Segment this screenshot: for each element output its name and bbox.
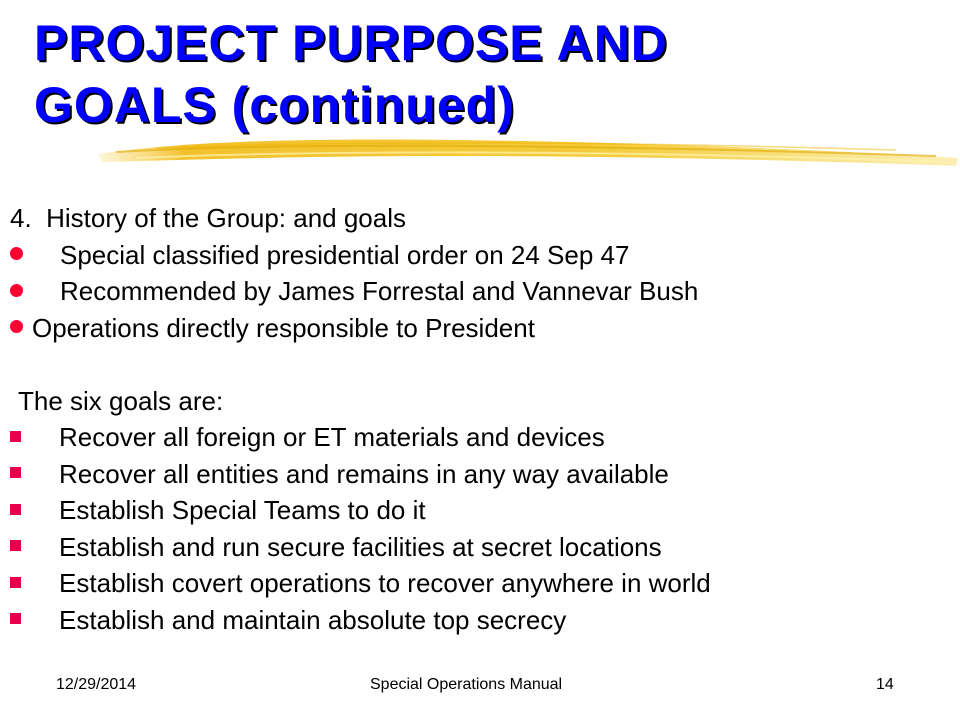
round-bullet-icon (10, 320, 23, 333)
square-bullet-icon (10, 540, 21, 551)
goal-item: Establish and maintain absolute top secrecy (10, 602, 950, 639)
slide-title (34, 12, 934, 136)
history-item: Operations directly responsible to President (10, 310, 950, 347)
goals-intro: The six goals are: (18, 385, 224, 416)
footer-date: 12/29/2014 (56, 676, 137, 693)
goal-item: Recover all entities and remains in any way available (10, 456, 950, 493)
square-bullet-icon (10, 577, 21, 588)
slide-body (10, 200, 950, 638)
goal-item: Establish Special Teams to do it (10, 492, 950, 529)
square-bullet-icon (10, 431, 21, 442)
round-bullet-icon (10, 284, 23, 297)
square-bullet-icon (10, 504, 21, 515)
slide-title-line-2: GOALS (continued) (34, 77, 515, 133)
slide-number: 14 (876, 676, 894, 693)
goal-item: Recover all foreign or ET materials and devices (10, 419, 950, 456)
goal-item: Establish covert operations to recover anywhere in world (10, 565, 860, 602)
round-bullet-icon (10, 247, 23, 260)
goal-item: Establish and run secure facilities at secret locations (10, 529, 950, 566)
square-bullet-icon (10, 467, 21, 478)
history-heading: 4. History of the Group: and goals (10, 203, 406, 233)
brush-stroke-underline (96, 132, 960, 172)
footer-title: Special Operations Manual (370, 676, 563, 693)
history-item: Recommended by James Forrestal and Vannevar Bush (10, 273, 950, 310)
history-item: Special classified presidential order on 24 Sep 47 (10, 237, 950, 274)
square-bullet-icon (10, 613, 21, 624)
spacer (10, 346, 950, 383)
slide-footer (0, 676, 960, 700)
slide-title-line-1: PROJECT PURPOSE AND (34, 15, 668, 71)
